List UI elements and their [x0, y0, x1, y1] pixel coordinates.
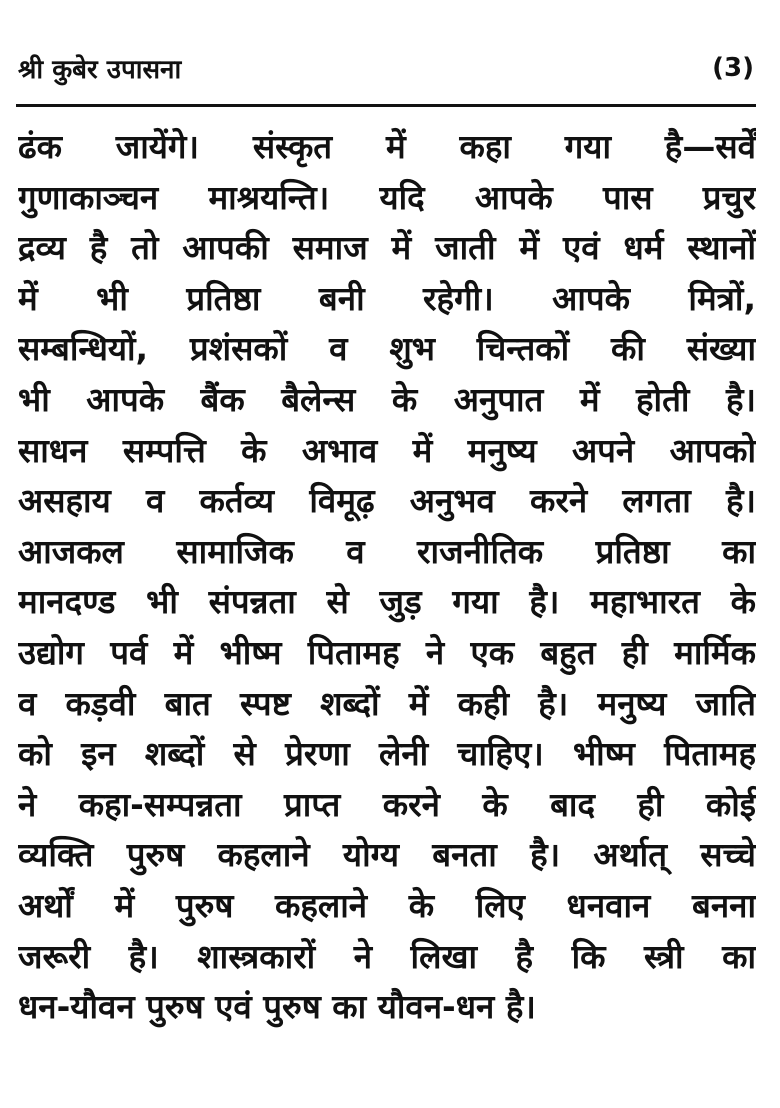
- text-line: व कड़वी बात स्पष्ट शब्दों में कही है। मनुष्य जाति: [18, 683, 756, 723]
- text-line: धन-यौवन पुरुष एवं पुरुष का यौवन-धन है।: [18, 987, 536, 1027]
- text-line: ढंक जायेंगे। संस्कृत में कहा गया है—सर्वें: [18, 127, 756, 166]
- text-line: मानदण्ड भी संपन्नता से जुड़ गया है। महाभारत के: [18, 582, 756, 622]
- text-line: सम्बन्धियों, प्रशंसकों व शुभ चिन्तकों की संख्या: [18, 329, 756, 369]
- text-line: जरूरी है। शास्त्रकारों ने लिखा है कि स्त्री का: [18, 936, 756, 976]
- text-line: आजकल सामाजिक व राजनीतिक प्रतिष्ठा का: [18, 531, 756, 571]
- text-line: को इन शब्दों से प्रेरणा लेनी चाहिए। भीष्म पितामह: [18, 734, 756, 774]
- body-text: [18, 122, 756, 1033]
- text-line: ने कहा-सम्पन्नता प्राप्त करने के बाद ही कोई: [18, 784, 756, 824]
- text-line: में भी प्रतिष्ठा बनी रहेगी। आपके मित्रों,: [18, 278, 756, 318]
- page-number: (3): [712, 53, 754, 83]
- book-title: श्री कुबेर उपासना: [18, 55, 182, 85]
- text-line: द्रव्य है तो आपकी समाज में जाती में एवं धर्म स्थानों: [18, 228, 756, 268]
- text-line: उद्योग पर्व में भीष्म पितामह ने एक बहुत ही मार्मिक: [18, 632, 756, 672]
- running-header: [18, 48, 754, 88]
- text-line: व्यक्ति पुरुष कहलाने योग्य बनता है। अर्थात् सच्चे: [18, 835, 756, 875]
- text-line: साधन सम्पत्ति के अभाव में मनुष्य अपने आपको: [18, 430, 756, 470]
- text-line: असहाय व कर्तव्य विमूढ़ अनुभव करने लगता है।: [18, 481, 756, 521]
- text-line: गुणाकाञ्चन माश्रयन्ति। यदि आपके पास प्रचुर: [18, 177, 756, 217]
- text-line: भी आपके बैंक बैलेन्स के अनुपात में होती है।: [18, 379, 756, 419]
- header-divider: [16, 104, 756, 107]
- text-line: अर्थों में पुरुष कहलाने के लिए धनवान बनना: [18, 885, 756, 925]
